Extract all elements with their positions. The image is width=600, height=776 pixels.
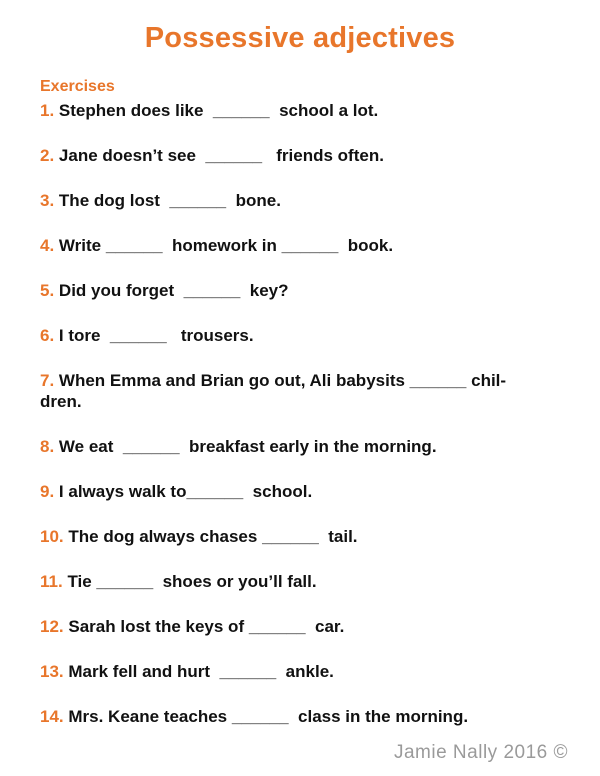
exercise-text: The dog lost ______ bone. bbox=[58, 191, 281, 210]
exercise-list bbox=[40, 100, 570, 751]
exercise-item bbox=[40, 571, 570, 592]
exercise-text: I always walk to______ school. bbox=[58, 482, 313, 501]
exercise-number: 7. bbox=[40, 371, 55, 390]
exercise-text: Mark fell and hurt ______ ankle. bbox=[68, 662, 334, 681]
footer-credit: Jamie Nally 2016 © bbox=[393, 742, 568, 763]
exercise-item bbox=[40, 190, 570, 211]
exercise-text: We eat ______ breakfast early in the morning. bbox=[58, 437, 437, 456]
exercise-number: 6. bbox=[40, 326, 55, 345]
exercise-item bbox=[40, 280, 570, 301]
exercise-text: When Emma and Brian go out, Ali babysits ______ chil- dren. bbox=[40, 371, 507, 411]
exercise-text: The dog always chases ______ tail. bbox=[68, 527, 358, 546]
exercise-number: 3. bbox=[40, 191, 55, 210]
exercise-item bbox=[40, 526, 570, 547]
exercise-number: 14. bbox=[40, 707, 64, 726]
exercise-text: Sarah lost the keys of ______ car. bbox=[68, 617, 345, 636]
exercise-number: 5. bbox=[40, 281, 55, 300]
exercise-item bbox=[40, 616, 570, 637]
exercise-number: 11. bbox=[40, 572, 63, 591]
exercise-number: 2. bbox=[40, 146, 55, 165]
exercise-text: Mrs. Keane teaches ______ class in the morning. bbox=[68, 707, 469, 726]
exercise-item bbox=[40, 145, 570, 166]
exercise-text: I tore ______ trousers. bbox=[58, 326, 254, 345]
exercise-number: 4. bbox=[40, 236, 55, 255]
exercise-item bbox=[40, 481, 570, 502]
exercise-text: Tie ______ shoes or you’ll fall. bbox=[67, 572, 317, 591]
exercise-item bbox=[40, 370, 570, 412]
exercise-item bbox=[40, 100, 570, 121]
exercise-number: 10. bbox=[40, 527, 64, 546]
exercise-number: 9. bbox=[40, 482, 55, 501]
exercise-number: 13. bbox=[40, 662, 64, 681]
section-label: Exercises bbox=[40, 78, 115, 95]
exercise-item bbox=[40, 436, 570, 457]
exercise-text: Stephen does like ______ school a lot. bbox=[58, 101, 379, 120]
exercise-number: 1. bbox=[40, 101, 55, 120]
exercise-item bbox=[40, 325, 570, 346]
exercise-text: Jane doesn’t see ______ friends often. bbox=[58, 146, 384, 165]
exercise-text: Did you forget ______ key? bbox=[58, 281, 289, 300]
page-title: Possessive adjectives bbox=[144, 22, 456, 54]
exercise-number: 12. bbox=[40, 617, 64, 636]
exercise-item bbox=[40, 706, 570, 727]
exercise-text: Write ______ homework in ______ book. bbox=[58, 236, 394, 255]
exercise-number: 8. bbox=[40, 437, 55, 456]
exercise-item bbox=[40, 661, 570, 682]
exercise-item bbox=[40, 235, 570, 256]
